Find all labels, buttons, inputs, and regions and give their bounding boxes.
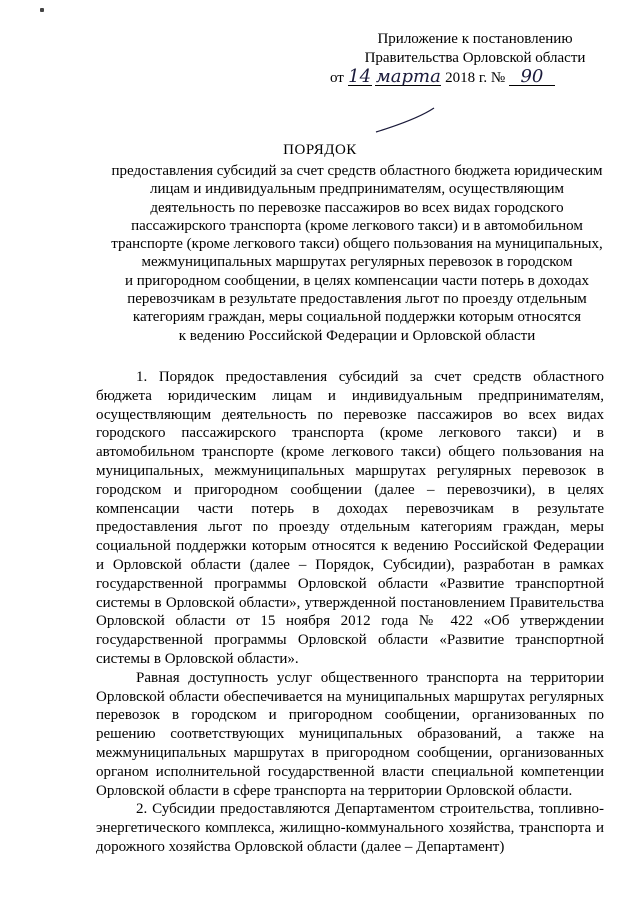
subtitle-line: и пригородном сообщении, в целях компенсации части потерь в доходах: [124, 272, 589, 289]
subtitle-line: межмуниципальных маршрутах регулярных перевозок в городском: [141, 254, 573, 271]
subtitle-line: категориям граждан, меры социальной поддержки которым относятся: [132, 309, 582, 326]
pen-stroke-mark: [372, 106, 442, 134]
subtitle-line: лицам и индивидуальным предпринимателям, осуществляющим: [149, 181, 565, 198]
paragraph-3: 2. Субсидии предоставляются Департаментом строительства, топливно-энергетического комплекса, жилищно-коммунального хозяйства, транспорта и дорожного хозяйства Орловской области (далее – Департамент): [96, 801, 604, 855]
document-subtitle: [110, 162, 604, 345]
date-day: 14: [348, 66, 372, 87]
appendix-line-2: Правительства Орловской области: [364, 50, 586, 66]
subtitle-line: транспорте (кроме легкового такси) общего пользования на муниципальных,: [111, 236, 603, 253]
appendix-date-line: [330, 68, 620, 88]
paragraph-1: 1. Порядок предоставления субсидий за счет средств областного бюджета юридическим лицам и индивидуальным предпринимателям, осуществляющим деятельность по перевозке пассажиров во всех видах городского пассажирского транспорта (кроме легкового такси) и в автомобильном транспорте (кроме легкового такси) общего пользования на муниципальных, межмуниципальных маршрутах регулярных перевозок в городском и пригородном сообщении (далее – перевозчики), в целях компенсации части потерь в доходах перевозчикам в результате предоставления льгот по проезду отдельным категориям граждан, меры социальной поддержки которым относятся к ведению Российской Федерации и Орловской области (далее – Порядок, Субсидии), разработан в рамках государственной программы Орловской области «Развитие транспортной системы в Орловской области», утвержденной постановлением Правительства Орловской области от 15 ноября 2012 года № 422 «Об утверждении государственной программы Орловской области «Развитие транспортной системы в Орловской области».: [96, 369, 604, 667]
date-month: марта: [375, 66, 441, 87]
subtitle-line: пассажирского транспорта (кроме легкового такси) и в автомобильном: [131, 217, 583, 234]
subtitle-line: деятельность по перевозке пассажиров во всех видах городского: [150, 199, 564, 216]
subtitle-line: к ведению Российской Федерации и Орловской области: [178, 327, 536, 344]
appendix-header: [330, 30, 620, 88]
subtitle-line: предоставления субсидий за счет средств областного бюджета юридическим: [111, 163, 603, 179]
resolution-number: 90: [509, 68, 555, 86]
document-title: ПОРЯДОК: [283, 142, 357, 158]
scan-speck: [40, 8, 44, 12]
appendix-line-1: Приложение к постановлению: [377, 31, 573, 47]
document-body: [96, 368, 604, 857]
paragraph-2: Равная доступность услуг общественного транспорта на территории Орловской области обеспечивается на муниципальных маршрутах регулярных перевозок в городском и пригородном сообщении, организованных по решению соответствующих муниципальных образований, а также на межмуниципальных маршрутах в пригородном сообщении, организованных органом исполнительной государственной власти специальной компетенции Орловской области в сфере транспорта на территории Орловской области.: [96, 669, 604, 799]
subtitle-line: перевозчикам в результате предоставления льгот по проезду отдельным: [127, 291, 587, 308]
date-prefix: от: [330, 70, 344, 86]
date-year: 2018 г. №: [445, 70, 506, 86]
